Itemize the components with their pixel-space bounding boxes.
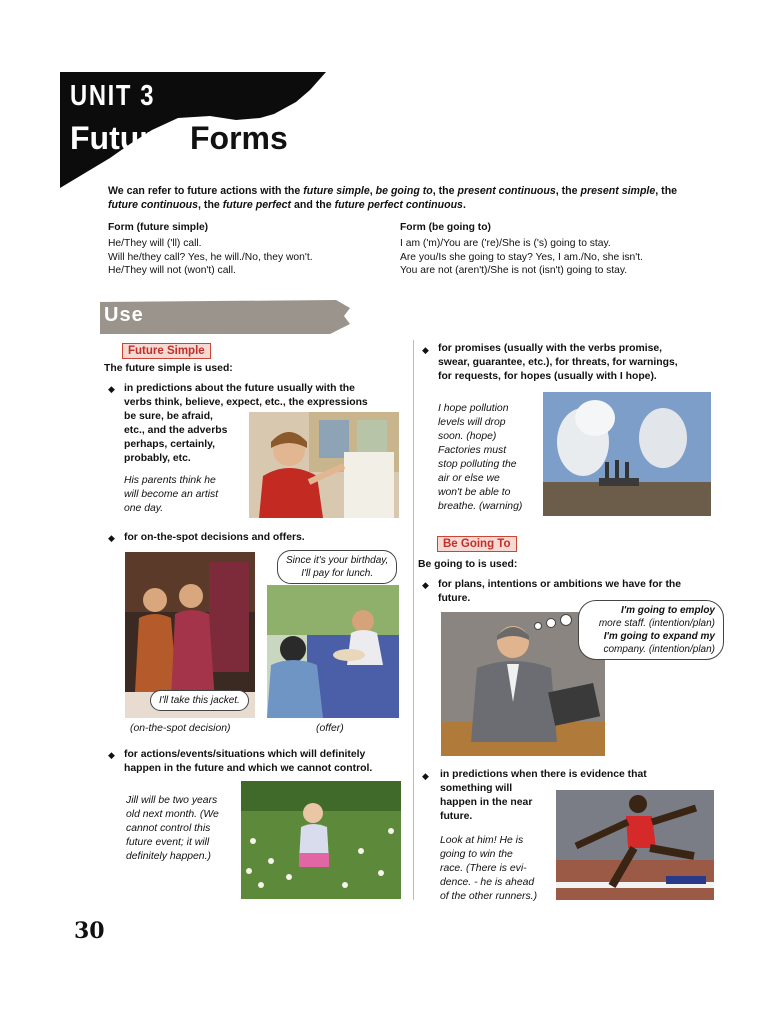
photo-child-in-field [241,781,401,899]
be-going-to-intro: Be going to is used: [418,559,518,570]
use-plans: for plans, intentions or ambitions we have for the future. [438,579,682,604]
example-pollution: I hope pollution levels will drop soon. (hope) Factories must stop polluting the air or else we won't be able to breathe. (warning) [438,403,523,512]
use-definite-events: for actions/events/situations which will definitely happen in the future and which we cannot control. [124,749,373,774]
be-going-to-tag: Be Going To [437,536,517,552]
photo-factory-smoke [543,392,711,516]
future-simple-tag: Future Simple [122,343,211,359]
caption-on-the-spot: (on-the-spot decision) [130,723,231,734]
speech-bubble-jacket: I'll take this jacket. [150,690,249,711]
use-evidence-predictions: in predictions when there is evidence that something will happen in the near future. [440,769,647,822]
caption-offer: (offer) [316,723,344,734]
use-promises: for promises (usually with the verbs promise, swear, guarantee, etc.), for threats, for warnings, for requests, for hopes (usually with I hope). [438,343,678,382]
bullet-icon: ◆ [422,580,429,590]
form-heading: Form (future simple) [108,222,209,233]
bullet-icon: ◆ [108,750,115,760]
bullet-icon: ◆ [108,533,115,543]
bullet-icon: ◆ [422,345,429,355]
photo-hurdler [556,790,714,900]
speech-bubble-staff: I'm going to employ more staff. (intention/plan) I'm going to expand my company. (intention/plan) [578,600,724,660]
page-number: 30 [74,918,105,944]
unit-label: UNIT 3 [70,80,156,112]
title-part1: Future [70,120,170,156]
form-line: Will he/they call? Yes, he will./No, they won't. [108,251,313,263]
photo-birthday-lunch [267,585,399,718]
form-line: I am ('m)/You are ('re)/She is ('s) going to stay. [400,238,611,249]
title-part2: Forms [190,120,288,156]
photo-boy-painting [249,412,399,518]
use-heading: Use [104,304,144,326]
bullet-icon: ◆ [422,771,429,781]
form-be-going-to [400,222,700,278]
form-heading: Form (be going to) [400,222,491,233]
speech-bubble-offer: Since it's your birthday, I'll pay for lunch. [277,550,397,584]
form-line: He/They will not (won't) call. [108,265,236,277]
form-future-simple [108,222,398,278]
example-race: Look at him! He is going to win the race. (There is evi- dence. - he is ahead of the other runners.) [440,835,538,902]
use-on-the-spot: for on-the-spot decisions and offers. [124,532,305,543]
example-jill: Jill will be two years old next month. (We cannot control this future event; it will definitely happen.) [126,795,219,862]
bullet-icon: ◆ [108,384,115,394]
form-line: Are you/Is she going to stay? Yes, I am./No, she isn't. [400,251,643,263]
form-line: You are not (aren't)/She is not (isn't) going to stay. [400,265,628,277]
example-artist: His parents think he will become an artist one day. [124,475,219,514]
column-divider [413,340,414,900]
future-simple-intro: The future simple is used: [104,363,233,374]
form-line: He/They will ('ll) call. [108,238,202,249]
intro-paragraph: We can refer to future actions with the future simple, be going to, the present continuous, the present simple, the future continuous, the future perfect and the future perfect continuous. [108,185,678,211]
use-predictions: in predictions about the future usually with the verbs think, believe, expect, etc., the expressions be sure, be afraid, etc., and the adverbs perhaps, certainly, probably, etc. [124,383,368,464]
